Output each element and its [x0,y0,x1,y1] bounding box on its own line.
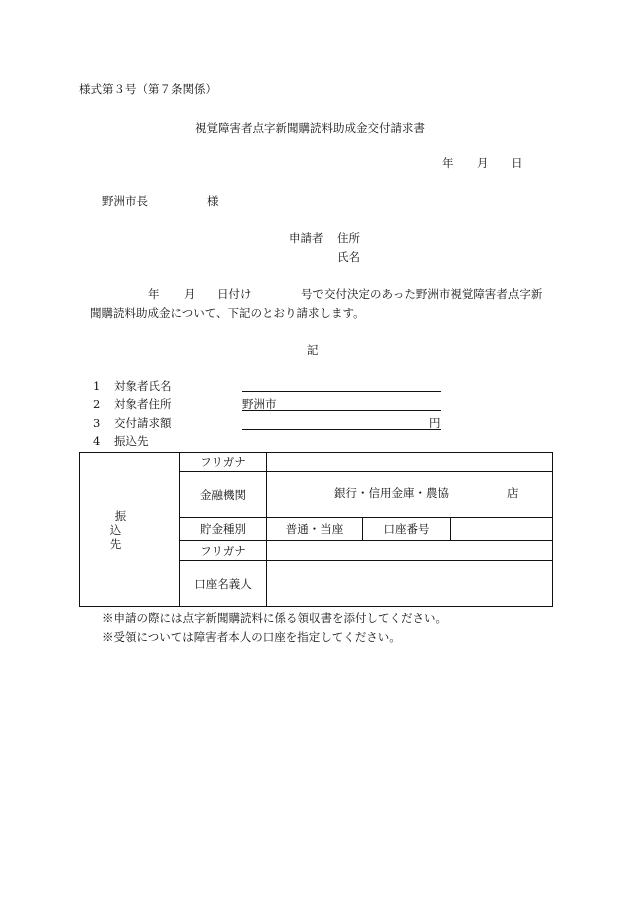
body-day-dated: 日付け [217,287,252,301]
applicant-name-label: 氏名 [337,250,360,264]
date-month: 月 [477,156,489,170]
furigana-field[interactable] [267,453,553,472]
item-1-underline [242,391,441,392]
furigana2-field[interactable] [267,541,553,561]
item-3-underline [242,429,441,430]
date-day: 日 [511,156,523,170]
item-2-number: 2 [93,397,101,411]
form-number: 様式第３号（第７条関係） [79,82,217,96]
item-2-label: 対象者住所 [114,397,172,411]
account-number-field[interactable] [451,518,553,541]
institution-options: 銀行・信用金庫・農協 [334,486,449,500]
holder-label: 口座名義人 [180,561,267,607]
applicant-address-label: 住所 [337,231,360,245]
item-3-number: 3 [93,416,101,430]
ki-label: 記 [307,343,319,357]
account-number-label: 口座番号 [363,518,451,541]
item-1-label: 対象者氏名 [114,379,172,393]
institution-field[interactable] [267,472,553,518]
date-year: 年 [442,156,454,170]
note-1: ※申請の際には点字新聞購読料に係る領収書を添付してください。 [102,611,447,625]
item-3-label: 交付請求額 [114,416,172,430]
section-label-cell [80,453,180,607]
institution-label: 金融機関 [180,472,267,518]
note-2: ※受領については障害者本人の口座を指定してください。 [102,630,401,644]
body-year: 年 [148,287,160,301]
document-title: 視覚障害者点字新聞購読料助成金交付請求書 [195,121,425,135]
applicant-label: 申請者 [289,231,324,245]
table-row [80,453,553,472]
furigana-label: フリガナ [180,453,267,472]
item-4-label: 振込先 [114,434,149,448]
item-3-yen-unit: 円 [429,416,441,430]
item-2-value: 野洲市 [242,397,277,411]
item-2-underline [242,410,441,411]
item-1-number: 1 [93,379,101,393]
account-type-options[interactable]: 普通・当座 [267,518,363,541]
addressee-honorific: 様 [207,194,219,208]
branch-suffix: 店 [507,486,519,500]
body-line2: 聞購読料助成金について、下記のとおり請求します。 [90,306,365,320]
account-type-label: 貯金種別 [180,518,267,541]
body-line1-rest: 号で交付決定のあった野洲市視覚障害者点字新 [301,287,543,301]
item-4-number: 4 [93,434,101,448]
furigana2-label: フリガナ [180,541,267,561]
bank-transfer-table [79,452,553,607]
section-label: 振 込 先 [109,508,155,551]
holder-field[interactable] [267,561,553,607]
body-month: 月 [184,287,196,301]
addressee-name: 野洲市長 [102,194,148,208]
